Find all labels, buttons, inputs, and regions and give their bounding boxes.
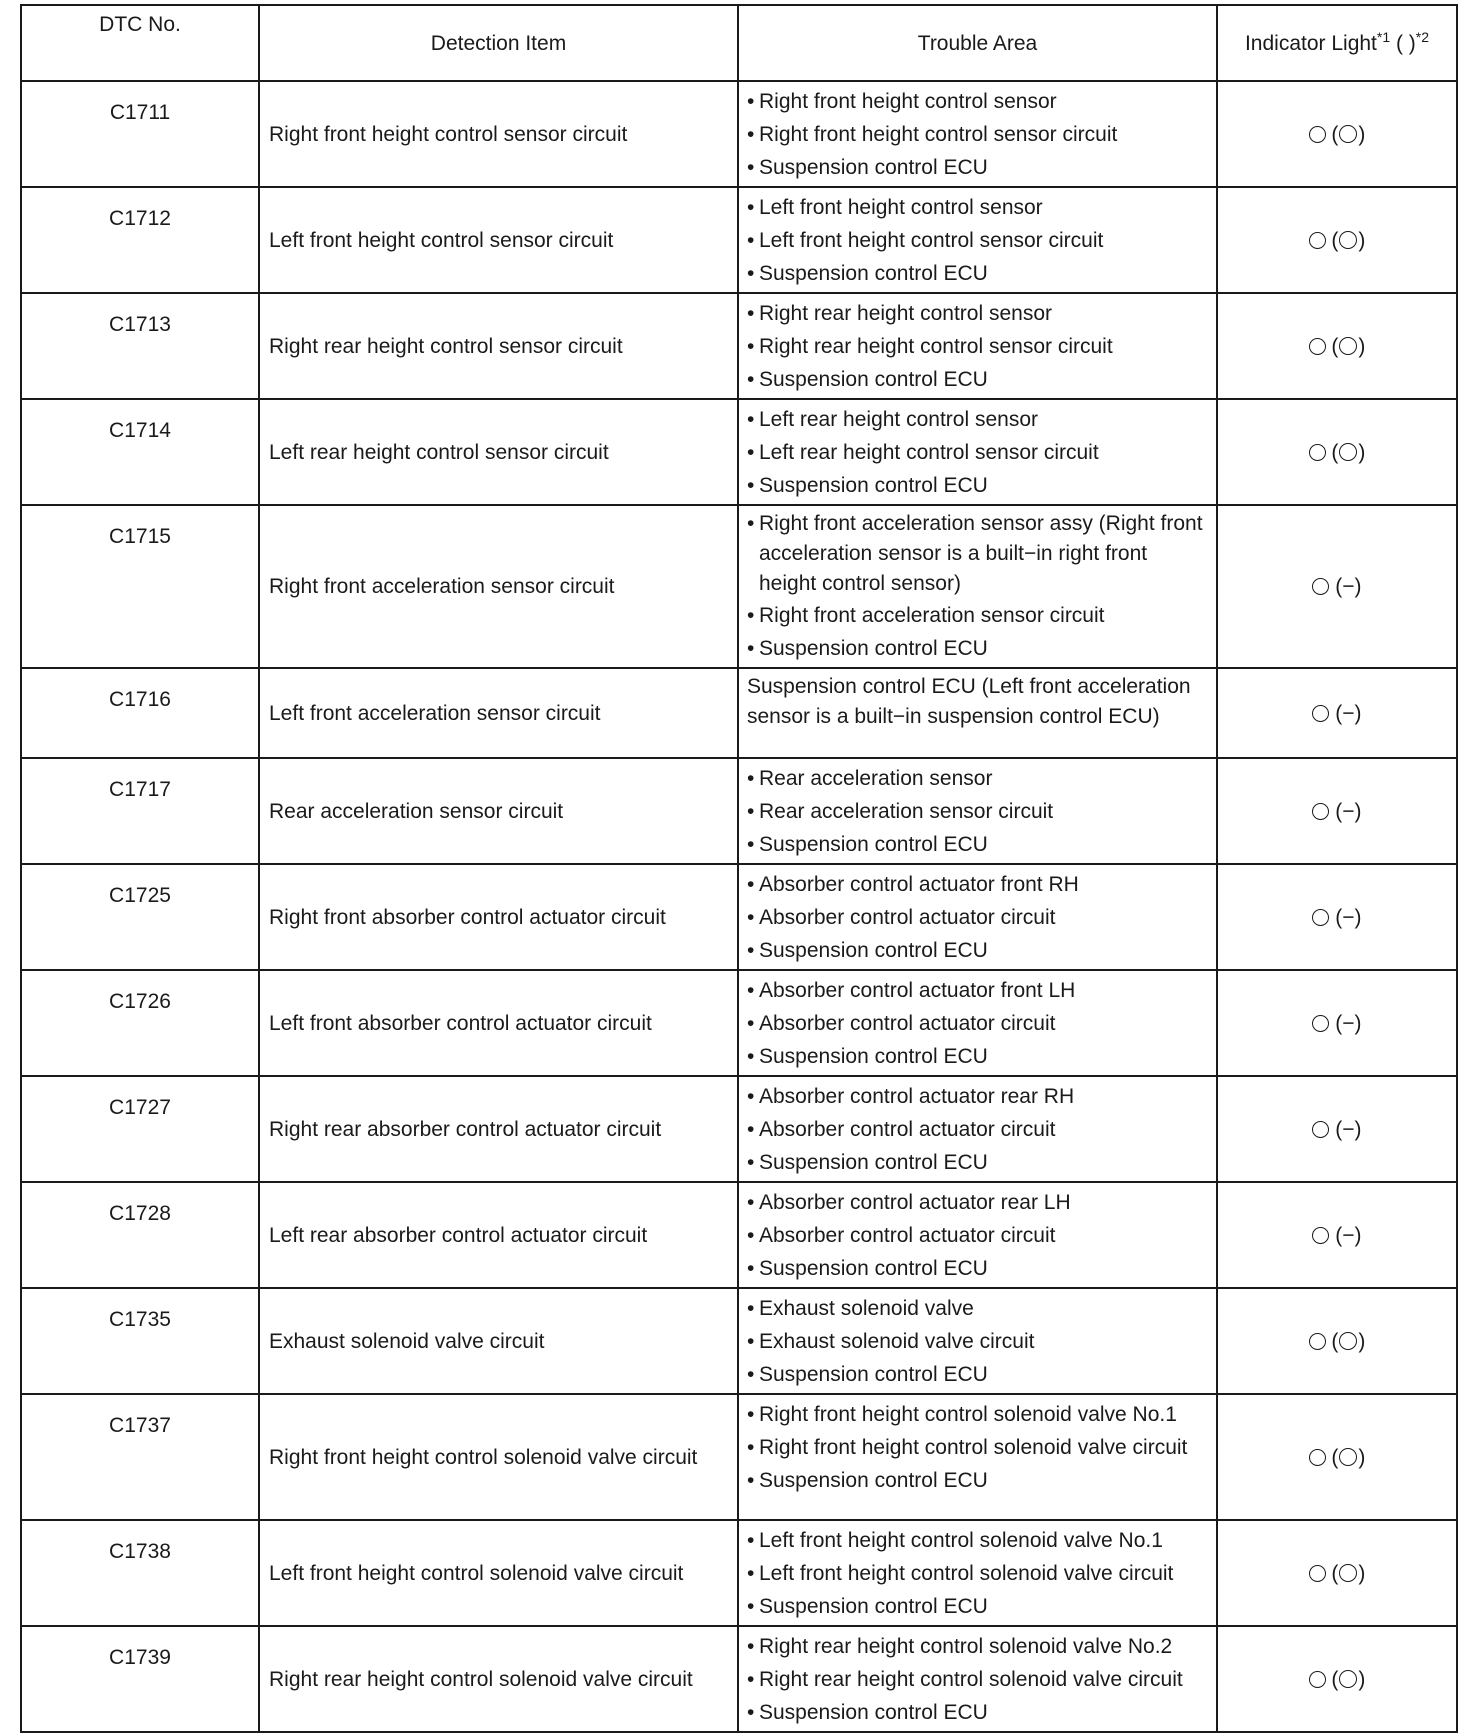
dtc-code: C1711 [21,81,259,187]
table-row [21,864,1457,970]
dtc-table-sheet [20,4,1456,1733]
indicator-circle-icon [1309,126,1326,143]
table-body [21,81,1457,1732]
detection-item: Right rear height control solenoid valve circuit [259,1626,738,1732]
trouble-area-bullet: • Suspension control ECU [747,1590,1210,1623]
trouble-area-bullet: • Right front height control solenoid valve No.1 [747,1398,1210,1431]
indicator-light: (−) [1217,970,1457,1076]
table-row [21,399,1457,505]
trouble-area [738,505,1217,668]
detection-item: Right front height control sensor circuit [259,81,738,187]
table-row [21,1626,1457,1732]
table-row [21,1288,1457,1394]
detection-item: Left rear absorber control actuator circuit [259,1182,738,1288]
trouble-area [738,187,1217,293]
header-indicator-paren: ( ) [1395,31,1416,55]
indicator-circle-icon [1312,909,1329,926]
paren-value: − [1342,1117,1355,1141]
dtc-code: C1716 [21,668,259,758]
detection-item: Right front height control solenoid valve circuit [259,1394,738,1520]
trouble-area-bullet: • Suspension control ECU [747,1040,1210,1073]
dtc-code: C1714 [21,399,259,505]
trouble-area-bullet: • Suspension control ECU [747,257,1210,290]
paren-value: − [1342,1223,1355,1247]
header-indicator-light [1217,5,1457,81]
table-row [21,187,1457,293]
trouble-area-bullet: • Suspension control ECU [747,1146,1210,1179]
trouble-area-bullet: • Suspension control ECU [747,1358,1210,1391]
trouble-area-bullet: • Absorber control actuator front RH [747,868,1210,901]
indicator-circle-icon [1309,232,1326,249]
dtc-code: C1715 [21,505,259,668]
indicator-circle-icon [1312,578,1329,595]
dtc-table [20,4,1458,1733]
dtc-code: C1726 [21,970,259,1076]
paren-value: − [1342,905,1355,929]
trouble-area [738,1520,1217,1626]
paren-circle-icon [1339,1332,1357,1350]
trouble-area-bullet: • Left rear height control sensor [747,403,1210,436]
trouble-area [738,399,1217,505]
paren-value: − [1342,701,1355,725]
trouble-area-bullet: • Left front height control solenoid valve No.1 [747,1524,1210,1557]
indicator-light: ( ) [1217,1288,1457,1394]
trouble-area-bullet: • Rear acceleration sensor circuit [747,795,1210,828]
header-footnote-2: *2 [1415,28,1430,45]
indicator-circle-icon [1309,1449,1326,1466]
trouble-area [738,668,1217,758]
trouble-area-bullet: • Left front height control solenoid valve circuit [747,1557,1210,1590]
dtc-code: C1727 [21,1076,259,1182]
detection-item: Left front height control sensor circuit [259,187,738,293]
indicator-circle-icon [1309,338,1326,355]
header-footnote-1: *1 [1376,28,1391,45]
dtc-code: C1728 [21,1182,259,1288]
table-row [21,970,1457,1076]
indicator-light: ( ) [1217,81,1457,187]
trouble-area-bullet: • Right front height control solenoid valve circuit [747,1431,1210,1464]
trouble-area-bullet: • Right rear height control solenoid valve No.2 [747,1630,1210,1663]
trouble-area-bullet: • Right front acceleration sensor assy (Right front acceleration sensor is a built−in right front height control sensor) [747,509,1210,599]
detection-item: Rear acceleration sensor circuit [259,758,738,864]
trouble-area-bullet: • Exhaust solenoid valve [747,1292,1210,1325]
trouble-area [738,970,1217,1076]
trouble-area-bullet: • Right rear height control solenoid valve circuit [747,1663,1210,1696]
indicator-light: ( ) [1217,293,1457,399]
trouble-area [738,1626,1217,1732]
trouble-area-bullet: • Rear acceleration sensor [747,762,1210,795]
indicator-light: ( ) [1217,1626,1457,1732]
indicator-circle-icon [1309,1333,1326,1350]
paren-circle-icon [1339,443,1357,461]
dtc-code: C1717 [21,758,259,864]
detection-item: Left front height control solenoid valve circuit [259,1520,738,1626]
table-header [21,5,1457,81]
trouble-area [738,1076,1217,1182]
indicator-circle-icon [1312,705,1329,722]
indicator-circle-icon [1309,444,1326,461]
dtc-code: C1735 [21,1288,259,1394]
indicator-light: (−) [1217,668,1457,758]
trouble-area-bullet: • Left front height control sensor circuit [747,224,1210,257]
trouble-area-bullet: • Absorber control actuator circuit [747,1007,1210,1040]
indicator-light: ( ) [1217,187,1457,293]
trouble-area-bullet: • Left front height control sensor [747,191,1210,224]
indicator-light: (−) [1217,1076,1457,1182]
detection-item: Exhaust solenoid valve circuit [259,1288,738,1394]
trouble-area-bullet: • Exhaust solenoid valve circuit [747,1325,1210,1358]
trouble-area-bullet: • Suspension control ECU [747,151,1210,184]
indicator-circle-icon [1312,803,1329,820]
detection-item: Left front acceleration sensor circuit [259,668,738,758]
paren-circle-icon [1339,231,1357,249]
paren-circle-icon [1339,125,1357,143]
indicator-circle-icon [1309,1671,1326,1688]
trouble-area-bullet: • Absorber control actuator rear LH [747,1186,1210,1219]
trouble-area [738,293,1217,399]
trouble-area [738,1394,1217,1520]
trouble-area-bullet: • Absorber control actuator circuit [747,1113,1210,1146]
indicator-light: ( ) [1217,1520,1457,1626]
paren-value: − [1342,575,1355,598]
table-row [21,1394,1457,1520]
detection-item: Right front absorber control actuator circuit [259,864,738,970]
trouble-area-bullet: • Suspension control ECU [747,363,1210,396]
trouble-area [738,81,1217,187]
header-dtc-no: DTC No. [21,5,259,81]
paren-circle-icon [1339,1564,1357,1582]
detection-item: Right rear absorber control actuator circuit [259,1076,738,1182]
paren-circle-icon [1339,1448,1357,1466]
trouble-area [738,864,1217,970]
indicator-circle-icon [1312,1227,1329,1244]
dtc-code: C1725 [21,864,259,970]
header-trouble-area: Trouble Area [738,5,1217,81]
paren-value: − [1342,799,1355,823]
trouble-area-bullet: • Absorber control actuator circuit [747,901,1210,934]
table-row [21,293,1457,399]
indicator-light: (−) [1217,758,1457,864]
detection-item: Left rear height control sensor circuit [259,399,738,505]
trouble-area-bullet: • Left rear height control sensor circuit [747,436,1210,469]
trouble-area [738,758,1217,864]
trouble-area-bullet: • Absorber control actuator front LH [747,974,1210,1007]
table-row [21,81,1457,187]
indicator-light: ( ) [1217,399,1457,505]
trouble-area-bullet: • Right front acceleration sensor circuit [747,599,1210,632]
trouble-area [738,1182,1217,1288]
indicator-light: ( ) [1217,1394,1457,1520]
header-indicator-label: Indicator Light [1244,31,1377,55]
table-row [21,668,1457,758]
trouble-area-bullet: • Suspension control ECU [747,828,1210,861]
trouble-area [738,1288,1217,1394]
trouble-area-bullet: • Suspension control ECU [747,632,1210,665]
table-row [21,1182,1457,1288]
trouble-area-bullet: • Absorber control actuator rear RH [747,1080,1210,1113]
indicator-circle-icon [1312,1015,1329,1032]
trouble-area-bullet: • Suspension control ECU [747,934,1210,967]
table-row [21,505,1457,668]
detection-item: Left front absorber control actuator circuit [259,970,738,1076]
indicator-light: (−) [1217,1182,1457,1288]
dtc-code: C1737 [21,1394,259,1520]
dtc-code: C1738 [21,1520,259,1626]
paren-circle-icon [1339,337,1357,355]
trouble-area-bullet: • Suspension control ECU [747,1696,1210,1729]
indicator-circle-icon [1309,1565,1326,1582]
dtc-code: C1739 [21,1626,259,1732]
indicator-light: (−) [1217,505,1457,668]
trouble-area-bullet: • Suspension control ECU [747,1252,1210,1285]
trouble-area-bullet: • Suspension control ECU [747,1464,1210,1497]
trouble-area-bullet: • Right rear height control sensor circuit [747,330,1210,363]
table-row [21,1520,1457,1626]
table-row [21,1076,1457,1182]
paren-value: − [1342,1011,1355,1035]
table-row [21,758,1457,864]
dtc-code: C1713 [21,293,259,399]
trouble-area-bullet: • Absorber control actuator circuit [747,1219,1210,1252]
trouble-area-text: Suspension control ECU (Left front acceleration sensor is a built−in suspension control ECU) [747,675,1191,728]
indicator-light: (−) [1217,864,1457,970]
trouble-area-bullet: • Suspension control ECU [747,469,1210,502]
detection-item: Right front acceleration sensor circuit [259,505,738,668]
trouble-area-bullet: • Right front height control sensor [747,85,1210,118]
trouble-area-bullet: • Right rear height control sensor [747,297,1210,330]
header-detection-item: Detection Item [259,5,738,81]
indicator-circle-icon [1312,1121,1329,1138]
detection-item: Right rear height control sensor circuit [259,293,738,399]
dtc-code: C1712 [21,187,259,293]
trouble-area-bullet: • Right front height control sensor circuit [747,118,1210,151]
paren-circle-icon [1339,1670,1357,1688]
